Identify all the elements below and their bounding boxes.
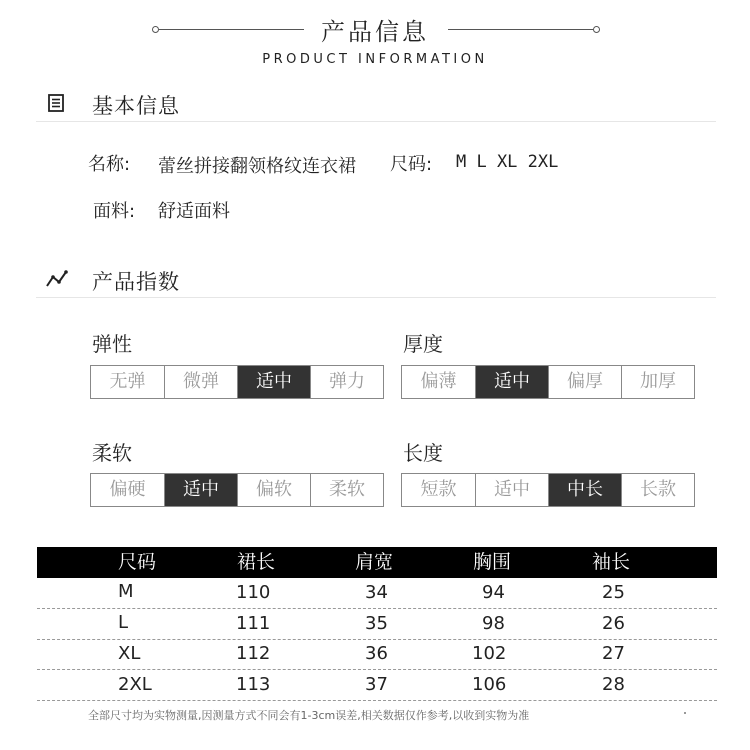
thickness-option: 适中 [475,366,548,398]
measurement-note: 全部尺寸均为实物测量,因测量方式不同会有1-3cm误差,相关数据仅作参考,以收到实物为准 [88,709,530,722]
elasticity-label: 弹性 [92,332,132,356]
row-divider [37,639,717,640]
table-cell-bust: 94 [482,582,505,603]
table-cell-skirt-length: 110 [236,582,271,603]
header-bust: 胸围 [473,551,512,573]
table-cell-shoulder: 37 [365,674,388,695]
thickness-scale [401,365,695,399]
product-index-title: 产品指数 [92,270,180,294]
header-line-right [448,29,593,30]
table-cell-bust: 106 [472,674,507,695]
row-divider [37,700,717,701]
basic-info-title: 基本信息 [92,94,180,118]
thickness-label: 厚度 [403,332,443,356]
product-index-divider [36,297,716,298]
length-option: 长款 [621,474,694,506]
table-cell-size: 2XL [118,674,152,695]
elasticity-option: 弹力 [310,366,383,398]
elasticity-option: 适中 [237,366,310,398]
page-title: 产品信息 [321,18,429,46]
basic-info-divider [36,121,716,122]
softness-option: 偏软 [237,474,310,506]
length-option: 短款 [420,479,457,500]
length-option: 适中 [475,474,548,506]
length-label: 长度 [403,441,443,465]
fabric-label: 面料: [93,201,136,222]
table-cell-size: XL [118,643,141,664]
thickness-option: 偏厚 [548,366,621,398]
table-cell-sleeve: 25 [602,582,625,603]
length-scale [401,473,695,507]
softness-label: 柔软 [92,441,132,465]
page-subtitle: PRODUCT INFORMATION [262,52,488,67]
length-option: 中长 [548,474,621,506]
header-shoulder: 肩宽 [355,551,394,573]
elasticity-option: 无弹 [109,371,146,392]
decorative-dot [684,712,686,714]
size-value: M L XL 2XL [456,152,559,172]
table-cell-skirt-length: 111 [236,613,271,634]
table-cell-size: L [118,612,129,633]
size-table-header [37,547,717,578]
elasticity-scale [90,365,384,399]
elasticity-option: 微弹 [164,366,237,398]
softness-scale [90,473,384,507]
trend-line-icon [45,269,69,293]
softness-option: 柔软 [310,474,383,506]
softness-option: 偏硬 [109,479,146,500]
table-cell-bust: 98 [482,613,505,634]
table-cell-bust: 102 [472,643,507,664]
table-cell-size: M [118,581,134,602]
document-icon [46,93,66,117]
size-label: 尺码: [390,154,433,175]
header-skirt-length: 裙长 [237,551,276,573]
table-cell-shoulder: 36 [365,643,388,664]
row-divider [37,608,717,609]
table-cell-skirt-length: 112 [236,643,271,664]
softness-option: 适中 [164,474,237,506]
thickness-option: 加厚 [621,366,694,398]
thickness-option: 偏薄 [420,371,457,392]
header-size: 尺码 [118,551,157,573]
table-cell-sleeve: 27 [602,643,625,664]
name-label: 名称: [88,154,131,175]
fabric-value: 舒适面料 [158,201,230,222]
row-divider [37,669,717,670]
table-cell-shoulder: 34 [365,582,388,603]
header-sleeve: 袖长 [592,551,631,573]
name-value: 蕾丝拼接翻领格纹连衣裙 [158,156,356,177]
table-cell-sleeve: 26 [602,613,625,634]
header-dot-right [593,26,600,33]
table-cell-skirt-length: 113 [236,674,271,695]
table-cell-shoulder: 35 [365,613,388,634]
table-cell-sleeve: 28 [602,674,625,695]
